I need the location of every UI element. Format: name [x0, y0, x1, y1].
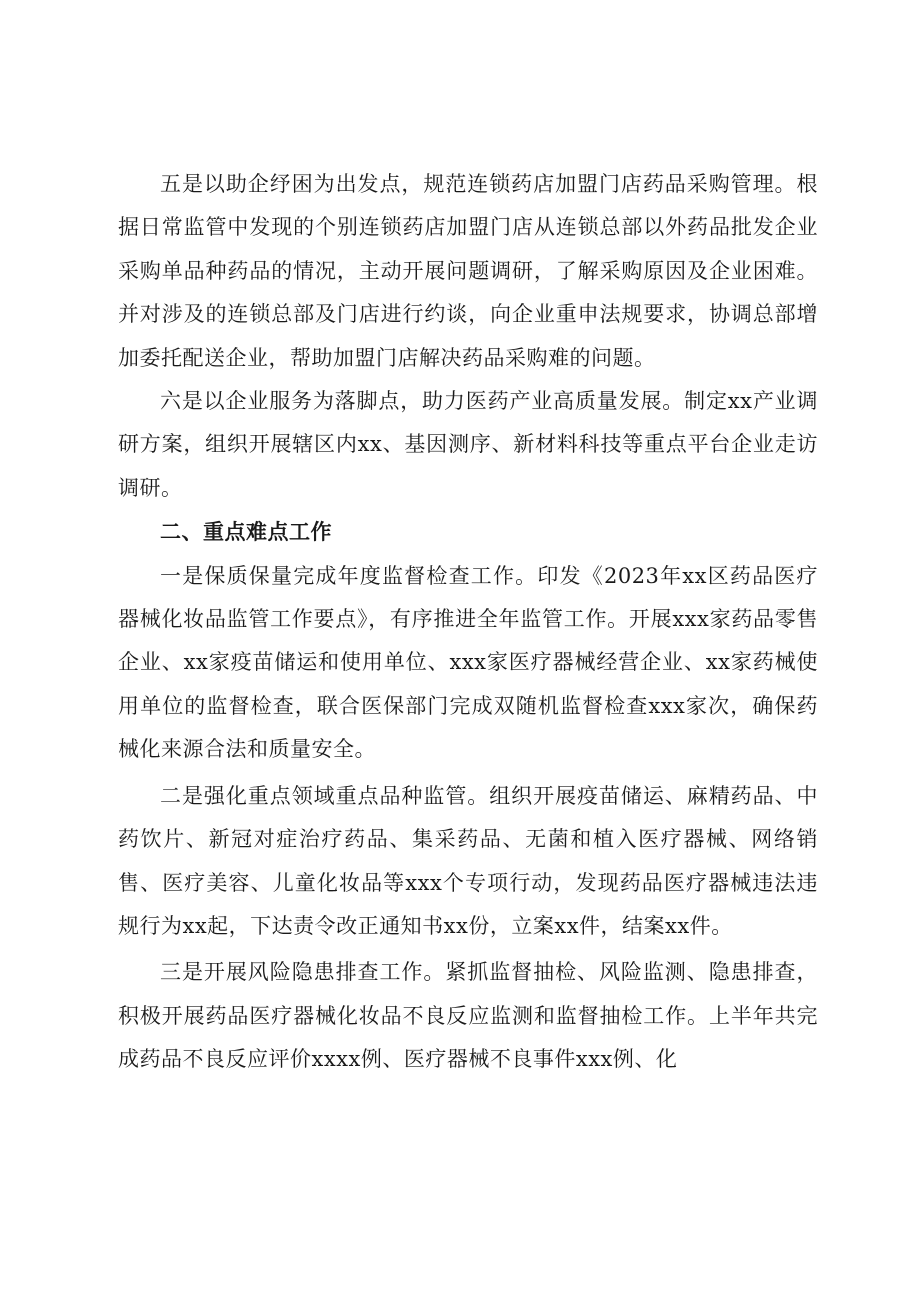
- paragraph-two: 二是强化重点领域重点品种监管。组织开展疫苗储运、麻精药品、中药饮片、新冠对症治疗药品、集采药品、无菌和植入医疗器械、网络销售、医疗美容、儿童化妆品等xxx个专项行动，发现药品医疗器械违法违规行为xx起，下达责令改正通知书xx份，立案xx件，结案xx件。: [118, 783, 818, 938]
- paragraph-three: 三是开展风险隐患排查工作。紧抓监督抽检、风险监测、隐患排查，积极开展药品医疗器械化妆品不良反应监测和监督抽检工作。上半年共完成药品不良反应评价xxxx例、医疗器械不良事件xxx例、化: [118, 960, 818, 1072]
- paragraph-five: 五是以助企纾困为出发点，规范连锁药店加盟门店药品采购管理。根据日常监管中发现的个别连锁药店加盟门店从连锁总部以外药品批发企业采购单品种药品的情况，主动开展问题调研，了解采购原因及企业困难。并对涉及的连锁总部及门店进行约谈，向企业重申法规要求，协调总部增加委托配送企业，帮助加盟门店解决药品采购难的问题。: [118, 172, 818, 370]
- paragraph-six: 六是以企业服务为落脚点，助力医药产业高质量发展。制定xx产业调研方案，组织开展辖区内xx、基因测序、新材料科技等重点平台企业走访调研。: [118, 389, 818, 500]
- paragraph-one: 一是保质保量完成年度监督检查工作。印发《2023年xx区药品医疗器械化妆品监管工作要点》，有序推进全年监管工作。开展xxx家药品零售企业、xx家疫苗储运和使用单位、xxx家医疗器械经营企业、xx家药械使用单位的监督检查，联合医保部门完成双随机监督检查xxx家次，确保药械化来源合法和质量安全。: [118, 563, 818, 762]
- document-body: [118, 163, 818, 1082]
- section-heading: 二、重点难点工作: [160, 520, 332, 545]
